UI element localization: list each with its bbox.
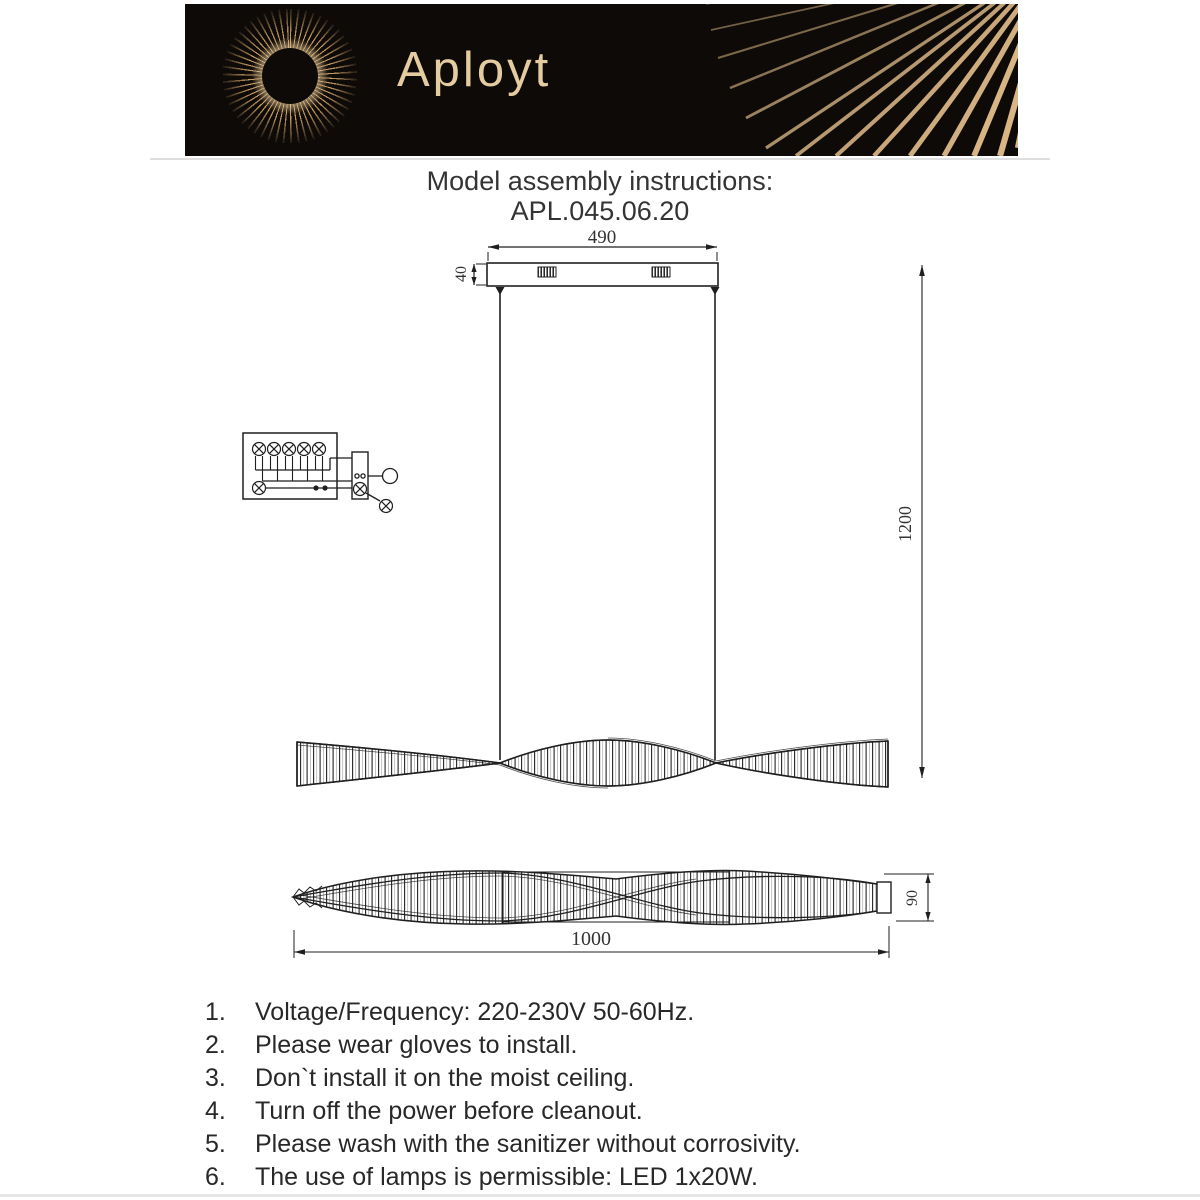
dimension-label-lamp-length: 1000 (571, 928, 611, 950)
instruction-item (205, 1029, 1065, 1062)
page-title: Model assembly instructions: (426, 166, 774, 196)
instruction-text: Please wash with the sanitizer without corrosivity. (255, 1130, 801, 1158)
pendant-side-view (297, 738, 888, 788)
instruction-number: 3. (205, 1064, 226, 1092)
instruction-number: 2. (205, 1031, 226, 1059)
wiring-schematic (243, 433, 398, 513)
instruction-number: 5. (205, 1130, 226, 1158)
instruction-item (205, 996, 1065, 1029)
instruction-number: 4. (205, 1097, 226, 1125)
instruction-number: 1. (205, 998, 226, 1026)
instruction-item (205, 1095, 1065, 1128)
dimension-label-suspension-height: 1200 (895, 506, 915, 542)
instruction-text: The use of lamps is permissible: LED 1x20W. (255, 1163, 758, 1191)
instruction-text: Voltage/Frequency: 220-230V 50-60Hz. (255, 998, 695, 1026)
instruction-text: Please wear gloves to install. (255, 1031, 578, 1059)
model-number: APL.045.06.20 (510, 196, 690, 226)
instruction-list (205, 996, 1065, 1194)
instruction-item (205, 1161, 1065, 1194)
scan-edge (0, 1194, 1200, 1197)
brand-logo-text: Aployt (397, 43, 552, 97)
pendant-plan-view (293, 870, 934, 958)
drop-dimension (919, 265, 925, 778)
canopy-drawing (471, 244, 719, 760)
instruction-number: 6. (205, 1163, 226, 1191)
instruction-item (205, 1062, 1065, 1095)
dimension-label-canopy-width: 490 (587, 227, 617, 248)
dimension-label-canopy-depth: 40 (453, 266, 470, 282)
instruction-text: Don`t install it on the moist ceiling. (255, 1064, 635, 1092)
instruction-item (205, 1128, 1065, 1161)
dimension-label-lamp-height: 90 (904, 890, 921, 906)
instruction-text: Turn off the power before cleanout. (255, 1097, 643, 1125)
